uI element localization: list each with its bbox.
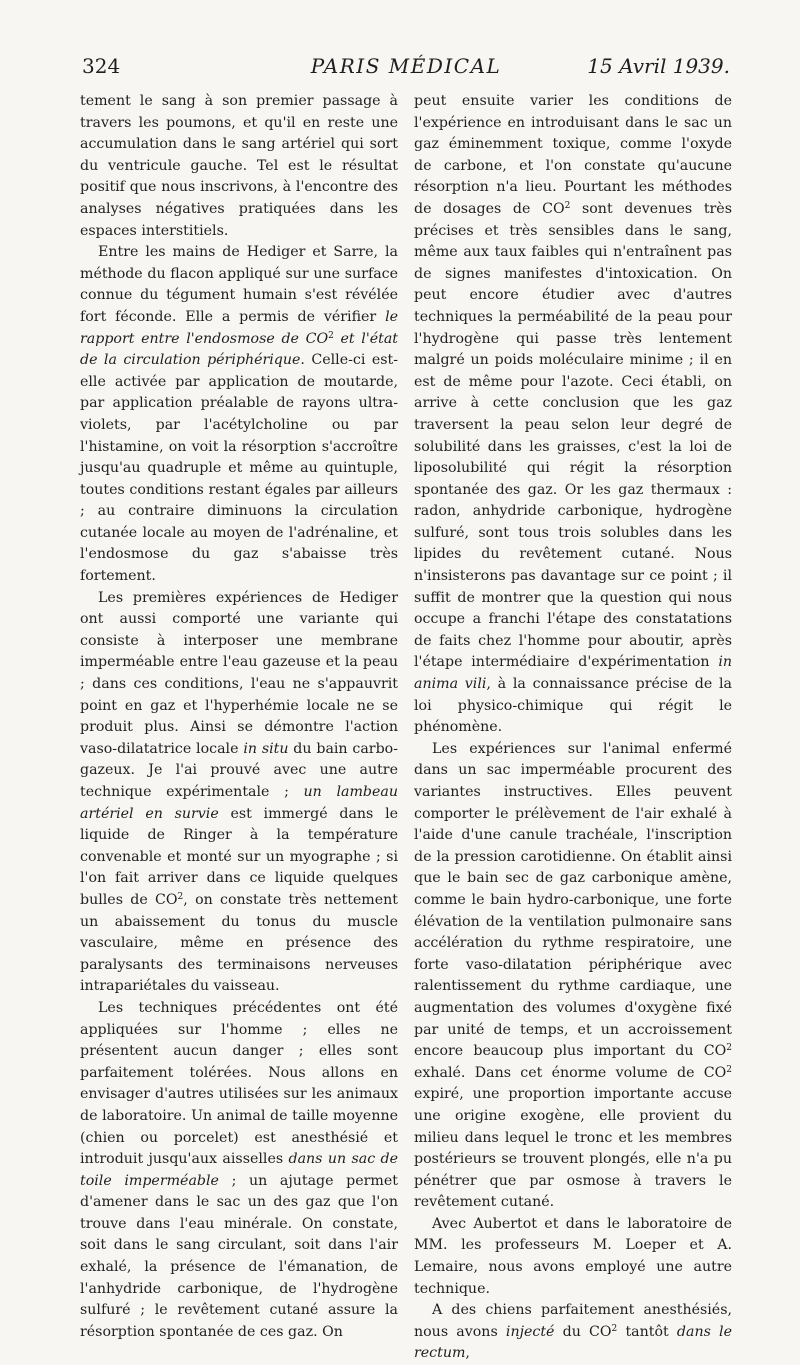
superscript: 2 [564, 200, 571, 211]
text-run: expiré, une proportion importante accuse une origine exogène, elle provient du milieu dans lequel le tronc et les membres postérieurs se trouvent plongés, elle n'a pu pénétrer que par osmose à travers le revêtement cutané. [414, 1086, 732, 1211]
text-run: sont devenues très précises et très sensibles dans le sang, même aux taux faibles qui n'entraînent pas de signes manifestes d'intoxication. On peut encore étudier avec d'autres techniques la perméabilité de la peau pour l'hydrogène qui passe très lentement malgré un poids moléculaire minime ; il en est de même pour l'azote. Ceci établi, on arrive à cette conclusion que les gaz traversent la peau selon leur degré de solubilité dans les graisses, c'est la loi de liposolubilité qui régit la résorption spontanée des gaz. Or les gaz thermaux : radon, anhydride carbonique, hydrogène sulfuré, sont tous trois solubles dans les lipides du revêtement cutané. Nous n'insisterons pas davantage sur ce point ; il suffit de montrer que la question qui nous occupe a franchi l'étape des constatations de faits chez l'homme pour aboutir, après l'étape intermédiaire d'expérimentation [414, 200, 732, 671]
paragraph [414, 1300, 732, 1365]
paragraph [80, 998, 398, 1344]
text-run: , on constate très nettement un abaissement du tonus du muscle vasculaire, même en présence des paralysants des terminaisons nerveuses intrapariétales du vaisseau. [80, 891, 398, 995]
italic-run: et l'état de la circulation périphérique [80, 330, 398, 369]
paragraph [414, 739, 732, 1214]
left-column [80, 91, 398, 1343]
text-run: tantôt [617, 1323, 677, 1340]
text-run: ; un ajutage permet d'amener dans le sac un des gaz que l'on trouve dans l'eau minérale. On constate, soit dans le sang circulant, soit dans l'air exhalé, la présence de l'émanation, de l'anhydride carbonique, de l'hydrogène sulfuré ; le revêtement cutané assure la résorption spontanée de ces gaz. On [80, 1172, 398, 1340]
text-run: Les techniques précédentes ont été appliquées sur l'homme ; elles ne présentent aucun danger ; elles sont parfaitement tolérées. Nous allons en envisager d'autres utilisées sur les animaux de laboratoire. Un animal de taille moyenne (chien ou porcelet) est anesthésié et introduit jusqu'aux aisselles [80, 999, 398, 1168]
text-run: , [465, 1345, 470, 1362]
paragraph [414, 91, 732, 739]
text-run: est immergé dans le liquide de Ringer à la température convenable et monté sur un myographe ; si l'on fait arriver dans ce liquide quelques bulles de CO [80, 805, 398, 908]
text-run: exhalé. Dans cet énorme volume de CO [414, 1064, 727, 1081]
italic-run: un lambeau artériel en survie [80, 784, 398, 822]
right-column [414, 91, 732, 1365]
text-run: peut ensuite varier les conditions de l'expérience en introduisant dans le sac un gaz éminemment toxique, comme l'oxyde de carbone, et l'on constate qu'aucune résorption n'a lieu. Pourtant les méthodes de dosages de CO [414, 93, 732, 217]
italic-run: le rapport entre l'endosmose de CO [80, 308, 398, 347]
text-run: , à la connaissance précise de la loi physico-chimique qui régit le phénomène. [414, 676, 732, 736]
text-run: A des chiens parfaitement anesthésiés, nous avons [414, 1302, 732, 1340]
running-header [82, 54, 730, 86]
italic-run: dans un sac de toile imperméable [80, 1151, 398, 1189]
paragraph [80, 91, 398, 242]
italic-run: in anima vili [414, 654, 732, 693]
journal-title: PARIS MÉDICAL [310, 54, 502, 78]
superscript: 2 [726, 1043, 732, 1054]
text-run: Les expériences sur l'animal enfermé dans un sac imperméable procurent des variantes instructives. Elles peuvent comporter le prélèvement de l'air exhalé à l'aide d'une canule trachéale, l'inscription de la pression carotidienne. On établit ainsi que le bain sec de gaz carbonique amène, comme le bain hydro-carbonique, une forte élévation de la ventilation pulmonaire sans accélération du rythme respiratoire, une forte vaso-dilatation périphérique avec ralentissement du rythme cardiaque, une augmentation des volumes d'oxygène fixé par unité de temps, et un accroissement encore beaucoup plus important du CO [414, 740, 732, 1060]
paragraph [80, 242, 398, 588]
superscript: 2 [328, 330, 334, 341]
paragraph [414, 1214, 732, 1300]
issue-date: 15 Avril 1939. [587, 54, 730, 78]
text-run: du bain carbo-gazeux. Je l'ai prouvé avec une autre technique expérimentale ; [80, 740, 399, 800]
text-run: Les premières expériences de Hediger ont aussi comporté une variante qui consiste à interposer une membrane imperméable entre l'eau gazeuse et la peau ; dans ces conditions, l'eau ne s'appauvrit point en gaz et l'hyperhémie locale ne se produit plus. Ainsi se démontre l'action vaso-dilatatrice locale [80, 589, 398, 757]
text-run: tement le sang à son premier passage à travers les poumons, et qu'il en reste une accumulation dans le sang artériel qui sort du ventricule gauche. Tel est le résultat positif que nous inscrivons, à l'encontre des analyses négatives pratiquées dans les espaces interstitiels. [80, 93, 398, 239]
italic-run: dans le rectum [414, 1323, 732, 1362]
italic-run: injecté [505, 1323, 555, 1340]
superscript: 2 [611, 1323, 618, 1334]
text-run: du CO [554, 1323, 612, 1340]
superscript: 2 [726, 1064, 732, 1075]
text-run: . Celle-ci est-elle activée par application de moutarde, par application préalable de rayons ultra-violets, par l'acétylcholine ou par l'histamine, on voit la résorption s'accroître jusqu'au quadruple et même au quintuple, toutes conditions restant égales par ailleurs ; au contraire diminuons la circulation cutanée locale au moyen de l'adrénaline, et l'endosmose du gaz s'abaisse très fortement. [80, 352, 398, 585]
text-run: Avec Aubertot et dans le laboratoire de MM. les professeurs M. Loeper et A. Lemaire, nous avons employé une autre technique. [414, 1215, 732, 1297]
italic-run: in situ [243, 740, 289, 757]
superscript: 2 [177, 891, 184, 902]
text-run: Entre les mains de Hediger et Sarre, la méthode du flacon appliqué sur une surface connue du tégument humain s'est révélée fort féconde. Elle a permis de vérifier [80, 244, 398, 325]
page-number: 324 [82, 54, 121, 78]
paragraph [80, 588, 398, 998]
